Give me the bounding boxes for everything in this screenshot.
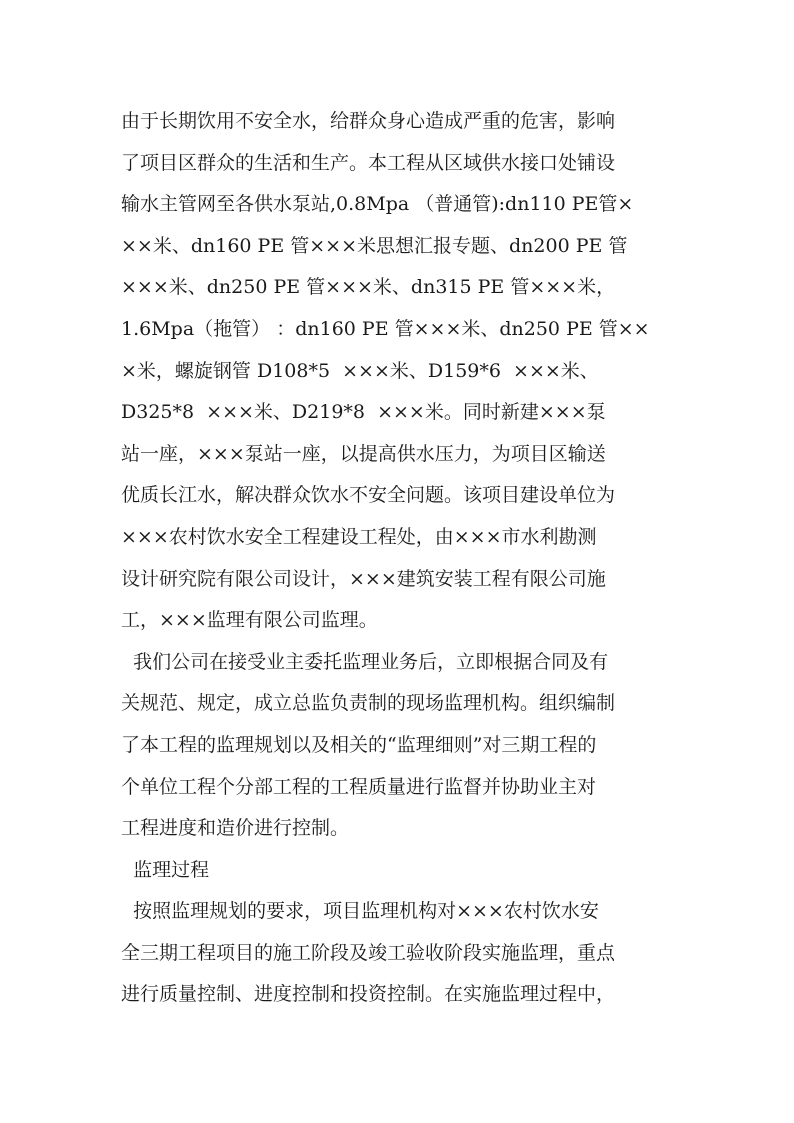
text-line: 工，×××监理有限公司监理。 [121, 609, 378, 632]
text-line: 个单位工程个分部工程的工程质量进行监督并协助业主对 [121, 775, 597, 798]
text-line: 了本工程的监理规划以及相关的“监理细则”对三期工程的 [121, 733, 597, 756]
document-body [121, 101, 673, 1016]
text-line: 1.6Mpa（拖管） ：dn160 PE 管×××米、dn250 PE 管×× [121, 317, 650, 340]
text-line: 站一座，×××泵站一座，以提高供水压力，为项目区输送 [121, 442, 606, 465]
paragraph-project-overview [121, 101, 673, 642]
text-line: ×××农村饮水安全工程建设工程处，由×××市水利勘测 [121, 525, 597, 548]
paragraph-supervision-setup [121, 642, 673, 850]
text-line: D325*8 ×××米、D219*8 ×××米。同时新建×××泵 [121, 401, 606, 424]
paragraph-supervision-process [121, 891, 673, 1016]
text-line: ××米、dn160 PE 管×××米思想汇报专题、dn200 PE 管 [121, 234, 628, 257]
text-line: 进行质量控制、进度控制和投资控制。在实施监理过程中， [121, 983, 616, 1006]
section-heading [121, 850, 673, 892]
text-line: 关规范、规定，成立总监负责制的现场监理机构。组织编制 [121, 692, 616, 715]
text-line: ×××米、dn250 PE 管×××米、dn315 PE 管×××米， [121, 276, 616, 299]
text-line: 了项目区群众的生活和生产。本工程从区域供水接口处铺设 [121, 151, 616, 174]
text-line: 优质长江水，解决群众饮水不安全问题。该项目建设单位为 [121, 484, 616, 507]
text-line: 我们公司在接受业主委托监理业务后，立即根据合同及有 [121, 650, 609, 673]
text-line: 输水主管网至各供水泵站,0.8Mpa （普通管):dn110 PE管× [121, 193, 634, 216]
heading-supervision-process: 监理过程 [121, 858, 210, 881]
text-line: 全三期工程项目的施工阶段及竣工验收阶段实施监理，重点 [121, 941, 616, 964]
text-line: 由于长期饮用不安全水，给群众身心造成严重的危害，影响 [121, 110, 616, 132]
text-line: 工程进度和造价进行控制。 [121, 817, 350, 840]
text-line: 按照监理规划的要求，项目监理机构对×××农村饮水安 [121, 900, 599, 923]
text-line: ×米，螺旋钢管 D108*5 ×××米、D159*6 ×××米、 [121, 359, 599, 382]
text-line: 设计研究院有限公司设计，×××建筑安装工程有限公司施 [121, 567, 606, 590]
